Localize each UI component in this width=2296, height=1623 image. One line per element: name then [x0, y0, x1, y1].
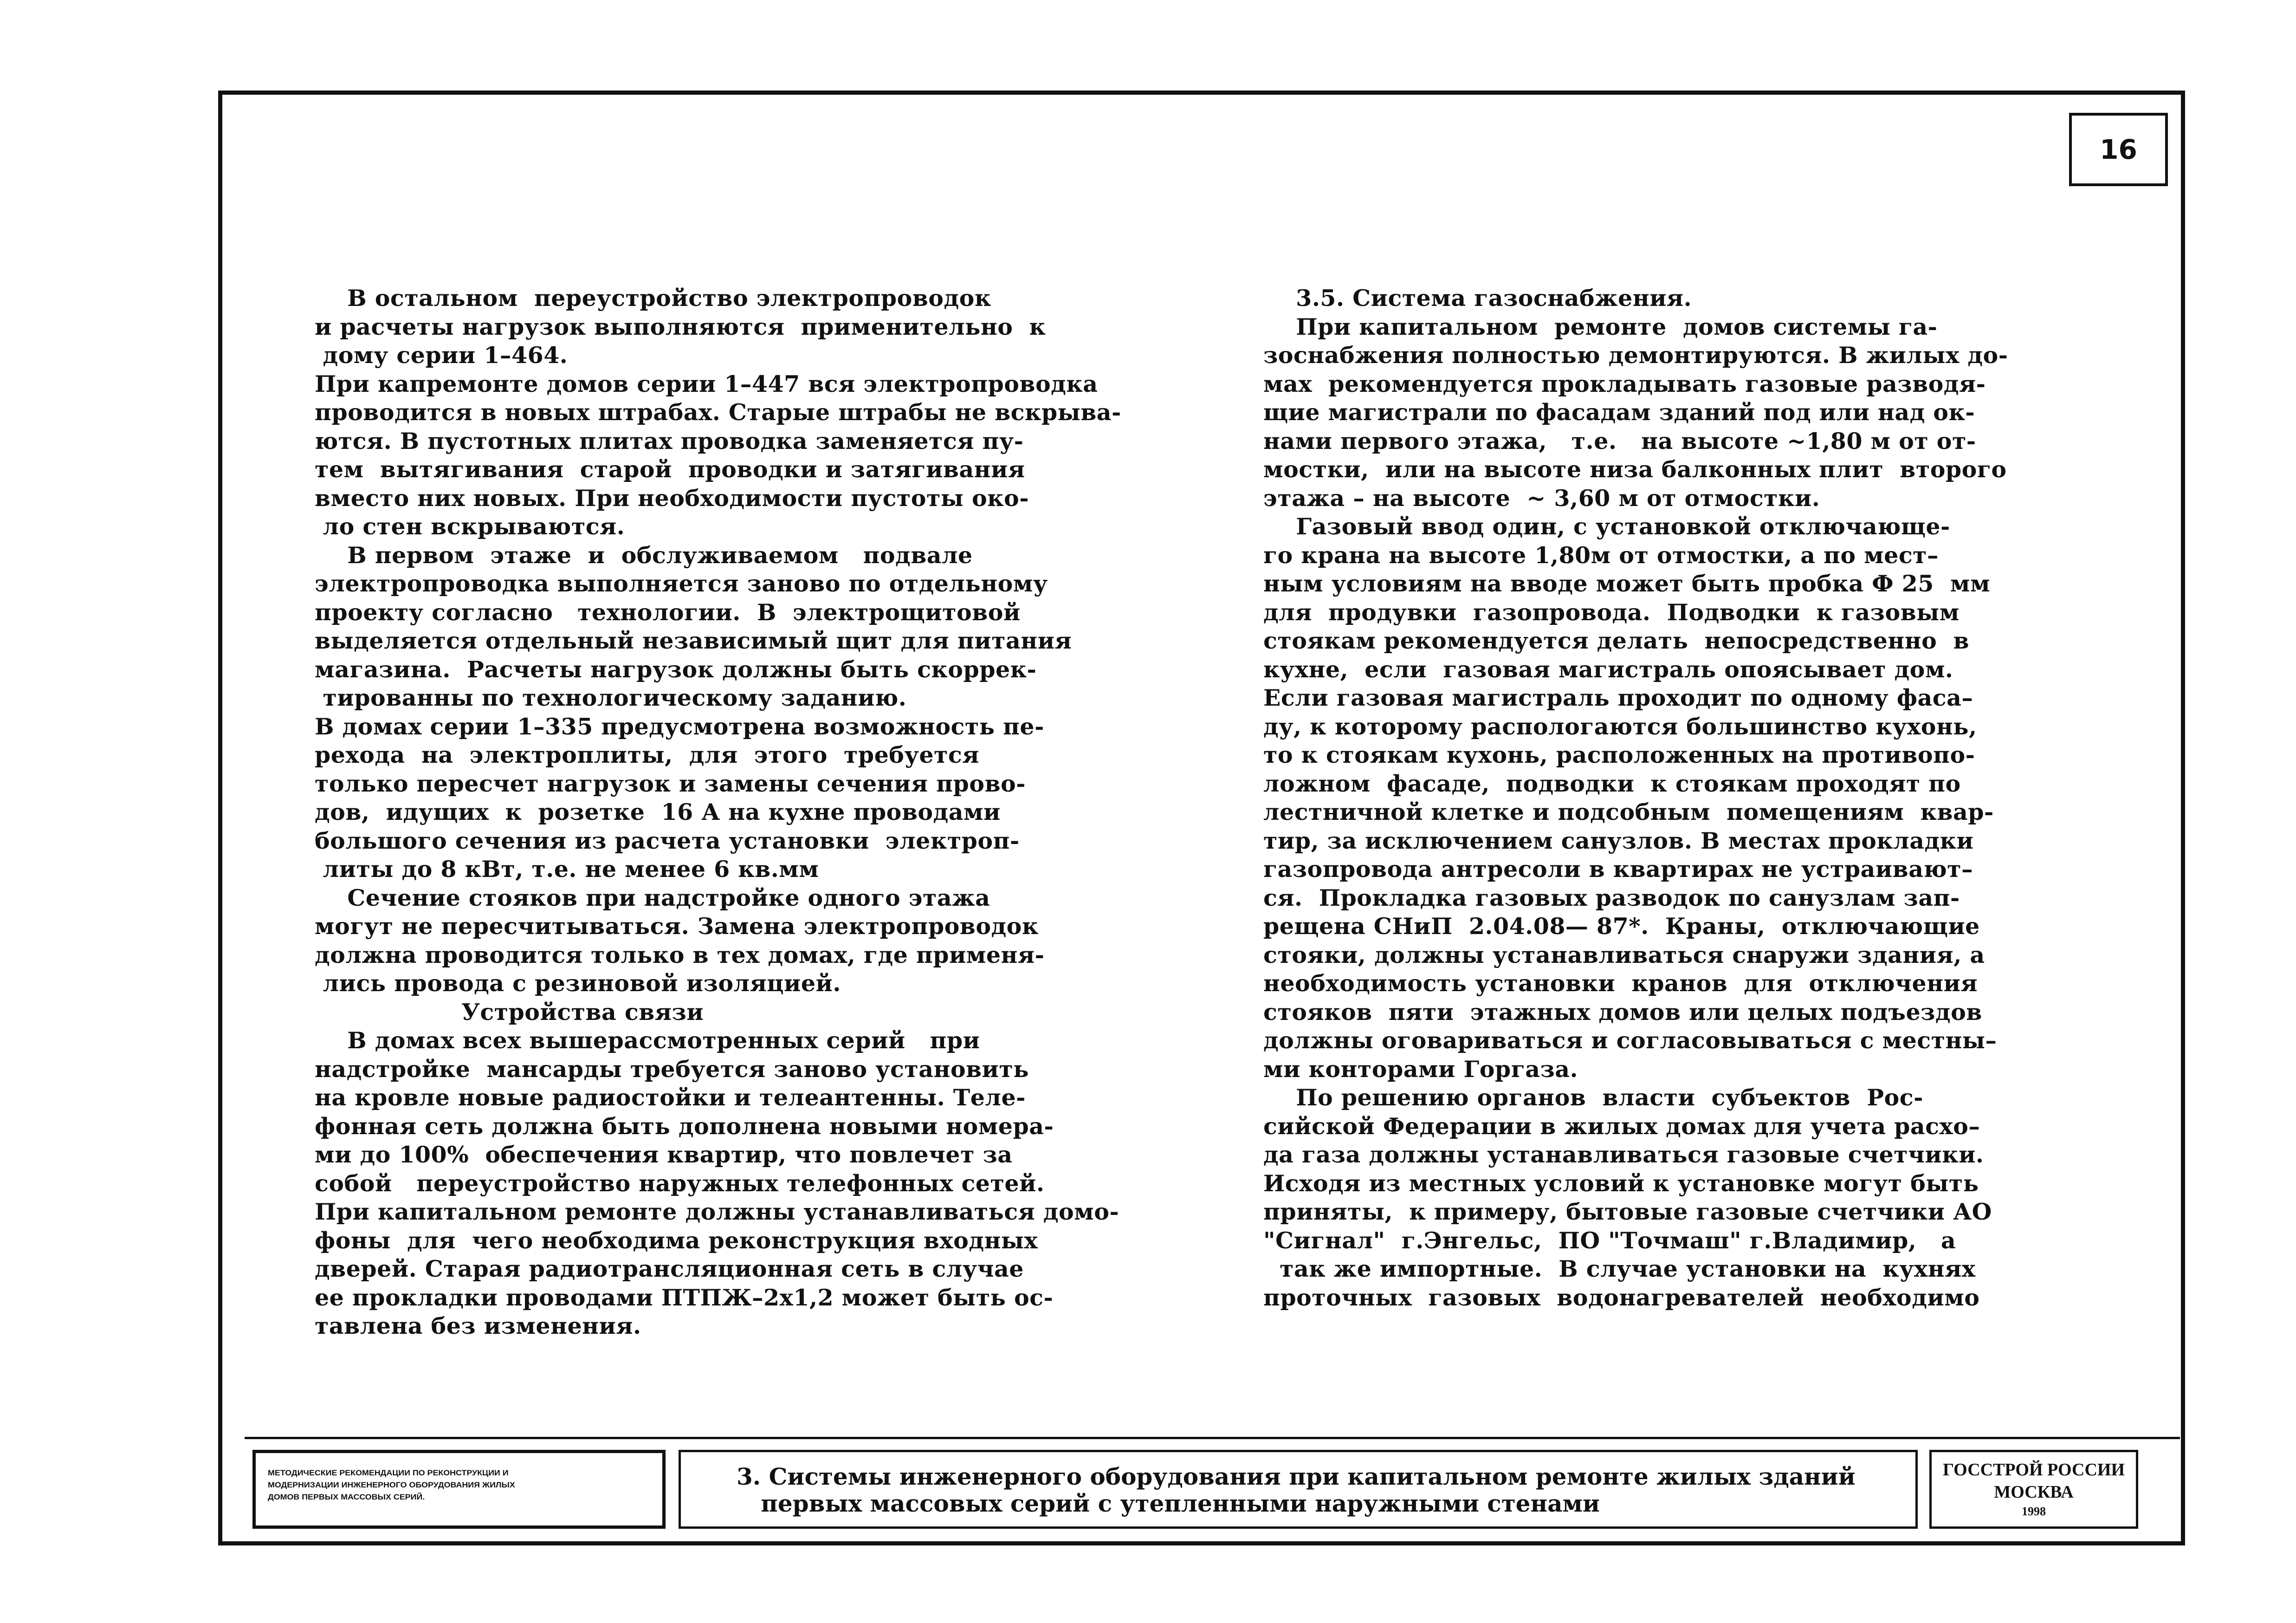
text-line: собой переустройство наружных телефонных сетей. [315, 1169, 1045, 1197]
left-text-column [315, 284, 1141, 1341]
text-line: кухне, если газовая магистраль опоясывает дом. [1263, 656, 1953, 683]
text-line: дов, идущих к розетке 16 А на кухне проводами [315, 799, 1001, 825]
issuer-city: МОСКВА [1994, 1482, 2074, 1502]
text-line: приняты, к примеру, бытовые газовые счетчики АО [1263, 1198, 1992, 1225]
text-line: только пересчет нагрузок и замены сечения прово- [315, 770, 1026, 797]
text-line: ду, к которому распологаются большинство кухонь, [1263, 713, 1977, 740]
page-number: 16 [2069, 113, 2168, 186]
text-line: дому серии 1–464. [315, 342, 568, 369]
text-line: большого сечения из расчета установки электроп- [315, 827, 1020, 854]
text-line: ло стен вскрываются. [315, 513, 625, 540]
text-line: В домах всех вышерассмотренных серий при [315, 1027, 980, 1054]
text-line: да газа должны устанавливаться газовые счетчики. [1263, 1141, 1984, 1168]
text-line: и расчеты нагрузок выполняются применительно к [315, 313, 1046, 340]
text-line: необходимость установки кранов для отключения [1263, 970, 1978, 997]
text-line: могут не пересчитываться. Замена электропроводок [315, 913, 1039, 940]
text-line: магазина. Расчеты нагрузок должны быть скоррек- [315, 656, 1037, 683]
text-line: надстройке мансарды требуется заново установить [315, 1055, 1029, 1083]
text-line: стояки, должны устанавливаться снаружи здания, а [1263, 941, 1985, 968]
text-line: тем вытягивания старой проводки и затягивания [315, 456, 1025, 483]
text-line: В остальном переустройство электропроводок [315, 285, 991, 312]
text-line: для продувки газопровода. Подводки к газовым [1263, 598, 1960, 626]
right-text-column [1263, 284, 2099, 1312]
text-line: го крана на высоте 1,80м от отмостки, а по мест– [1263, 541, 1939, 569]
text-line: выделяется отдельный независимый щит для питания [315, 627, 1072, 654]
text-line: ми до 100% обеспечения квартир, что повлечет за [315, 1141, 1013, 1168]
text-line: ются. В пустотных плитах проводка заменяется пу- [315, 427, 1024, 454]
text-line: ся. Прокладка газовых разводок по санузлам зап- [1263, 884, 1960, 911]
text-line: Исходя из местных условий к установке могут быть [1263, 1169, 1979, 1197]
text-line: сийской Федерации в жилых домах для учета расхо– [1263, 1112, 1980, 1140]
text-line: По решению органов власти субъектов Рос- [1263, 1084, 1923, 1111]
text-line: Сечение стояков при надстройке одного этажа [315, 884, 990, 911]
text-line: Если газовая магистраль проходит по одному фаса– [1263, 684, 1973, 711]
org-stamp-line: МЕТОДИЧЕСКИЕ РЕКОМЕНДАЦИИ ПО РЕКОНСТРУКЦИИ И [268, 1468, 509, 1477]
text-line: В первом этаже и обслуживаемом подвале [315, 541, 973, 569]
text-line: ее прокладки проводами ПТПЖ–2х1,2 может быть ос- [315, 1284, 1054, 1311]
text-line: тавлена без изменения. [315, 1312, 641, 1339]
text-line: лись провода с резиновой изоляцией. [315, 970, 841, 997]
org-stamp-text [268, 1467, 673, 1503]
text-line: рехода на электроплиты, для этого требуется [315, 741, 979, 768]
text-line: то к стоякам кухонь, расположенных на противопо- [1263, 741, 1975, 768]
title-block [245, 1437, 2180, 1534]
text-line: проводится в новых штрабах. Старые штрабы не вскрыва- [315, 399, 1121, 426]
section-title-line: 3. Системы инженерного оборудования при капитальном ремонте жилых зданий [737, 1463, 1856, 1490]
text-line: В домах серии 1–335 предусмотрена возможность пе- [315, 713, 1044, 740]
text-line: на кровле новые радиостойки и телеантенны. Теле- [315, 1084, 1026, 1111]
text-line: нами первого этажа, т.е. на высоте ~1,80 м от от- [1263, 427, 1976, 454]
text-line: ложном фасаде, подводки к стоякам проходят по [1263, 770, 1961, 797]
text-line: тир, за исключением санузлов. В местах прокладки [1263, 827, 1974, 854]
text-line: лестничной клетке и подсобным помещениям квар- [1263, 799, 1994, 825]
text-line: этажа – на высоте ~ 3,60 м от отмостки. [1263, 484, 1820, 512]
section-title-box [679, 1450, 1918, 1529]
text-line: мостки, или на высоте низа балконных плит второго [1263, 456, 2007, 483]
text-line: зоснабжения полностью демонтируются. В жилых до- [1263, 342, 2008, 369]
text-line: ми конторами Горгаза. [1263, 1055, 1578, 1083]
text-line: должна проводится только в тех домах, где применя- [315, 941, 1045, 968]
text-line: электропроводка выполняется заново по отдельному [315, 570, 1048, 597]
org-stamp-line: МОДЕРНИЗАЦИИ ИНЖЕНЕРНОГО ОБОРУДОВАНИЯ ЖИЛЫХ [268, 1480, 515, 1489]
text-line: должны оговариваться и согласовываться с местны– [1263, 1027, 1997, 1054]
text-line: При капремонте домов серии 1–447 вся электропроводка [315, 370, 1098, 397]
text-line: литы до 8 кВт, т.е. не менее 6 кв.мм [315, 856, 819, 883]
title-block-rule [245, 1437, 2180, 1439]
text-line: рещена СНиП 2.04.08— 87*. Краны, отключающие [1263, 913, 1980, 940]
text-line: проекту согласно технологии. В электрощитовой [315, 598, 1021, 626]
section-title-line: первых массовых серий с утепленными наружными стенами [737, 1490, 1600, 1517]
text-line: дверей. Старая радиотрансляционная сеть в случае [315, 1255, 1024, 1282]
text-line: Устройства связи [315, 998, 704, 1026]
issuer-year: 1998 [2022, 1505, 2046, 1518]
text-line: 3.5. Система газоснабжения. [1263, 285, 1692, 312]
text-line: мах рекомендуется прокладывать газовые разводя- [1263, 370, 1986, 397]
text-line: При капитальном ремонте должны устанавливаться домо- [315, 1198, 1119, 1225]
text-line: так же импортные. В случае установки на кухнях [1263, 1255, 1976, 1282]
text-line: тированны по технологическому заданию. [315, 684, 907, 711]
text-line: "Сигнал" г.Энгельс, ПО "Точмаш" г.Владимир, а [1263, 1227, 1956, 1254]
text-line: стоякам рекомендуется делать непосредственно в [1263, 627, 1969, 654]
org-stamp-line: ДОМОВ ПЕРВЫХ МАССОВЫХ СЕРИЙ. [268, 1493, 425, 1501]
text-line: проточных газовых водонагревателей необходимо [1263, 1284, 1980, 1311]
issuer-name: ГОССТРОЙ РОССИИ [1942, 1460, 2125, 1480]
text-line: стояков пяти этажных домов или целых подъездов [1263, 998, 1982, 1026]
section-title-text [737, 1463, 1911, 1517]
text-line: газопровода антресоли в квартирах не устраивают– [1263, 856, 1973, 883]
text-line: ным условиям на вводе может быть пробка Ф 25 мм [1263, 570, 1991, 597]
text-line: фонная сеть должна быть дополнена новыми номера- [315, 1112, 1054, 1140]
issuer-box [1929, 1450, 2138, 1529]
text-line: Газовый ввод один, с установкой отключающе- [1263, 513, 1950, 540]
text-line: вместо них новых. При необходимости пустоты око- [315, 484, 1029, 512]
text-line: фоны для чего необходима реконструкция входных [315, 1227, 1038, 1254]
text-line: При капитальном ремонте домов системы га- [1263, 313, 1938, 340]
text-line: щие магистрали по фасадам зданий под или над ок- [1263, 399, 1975, 426]
org-stamp-box [252, 1450, 666, 1529]
